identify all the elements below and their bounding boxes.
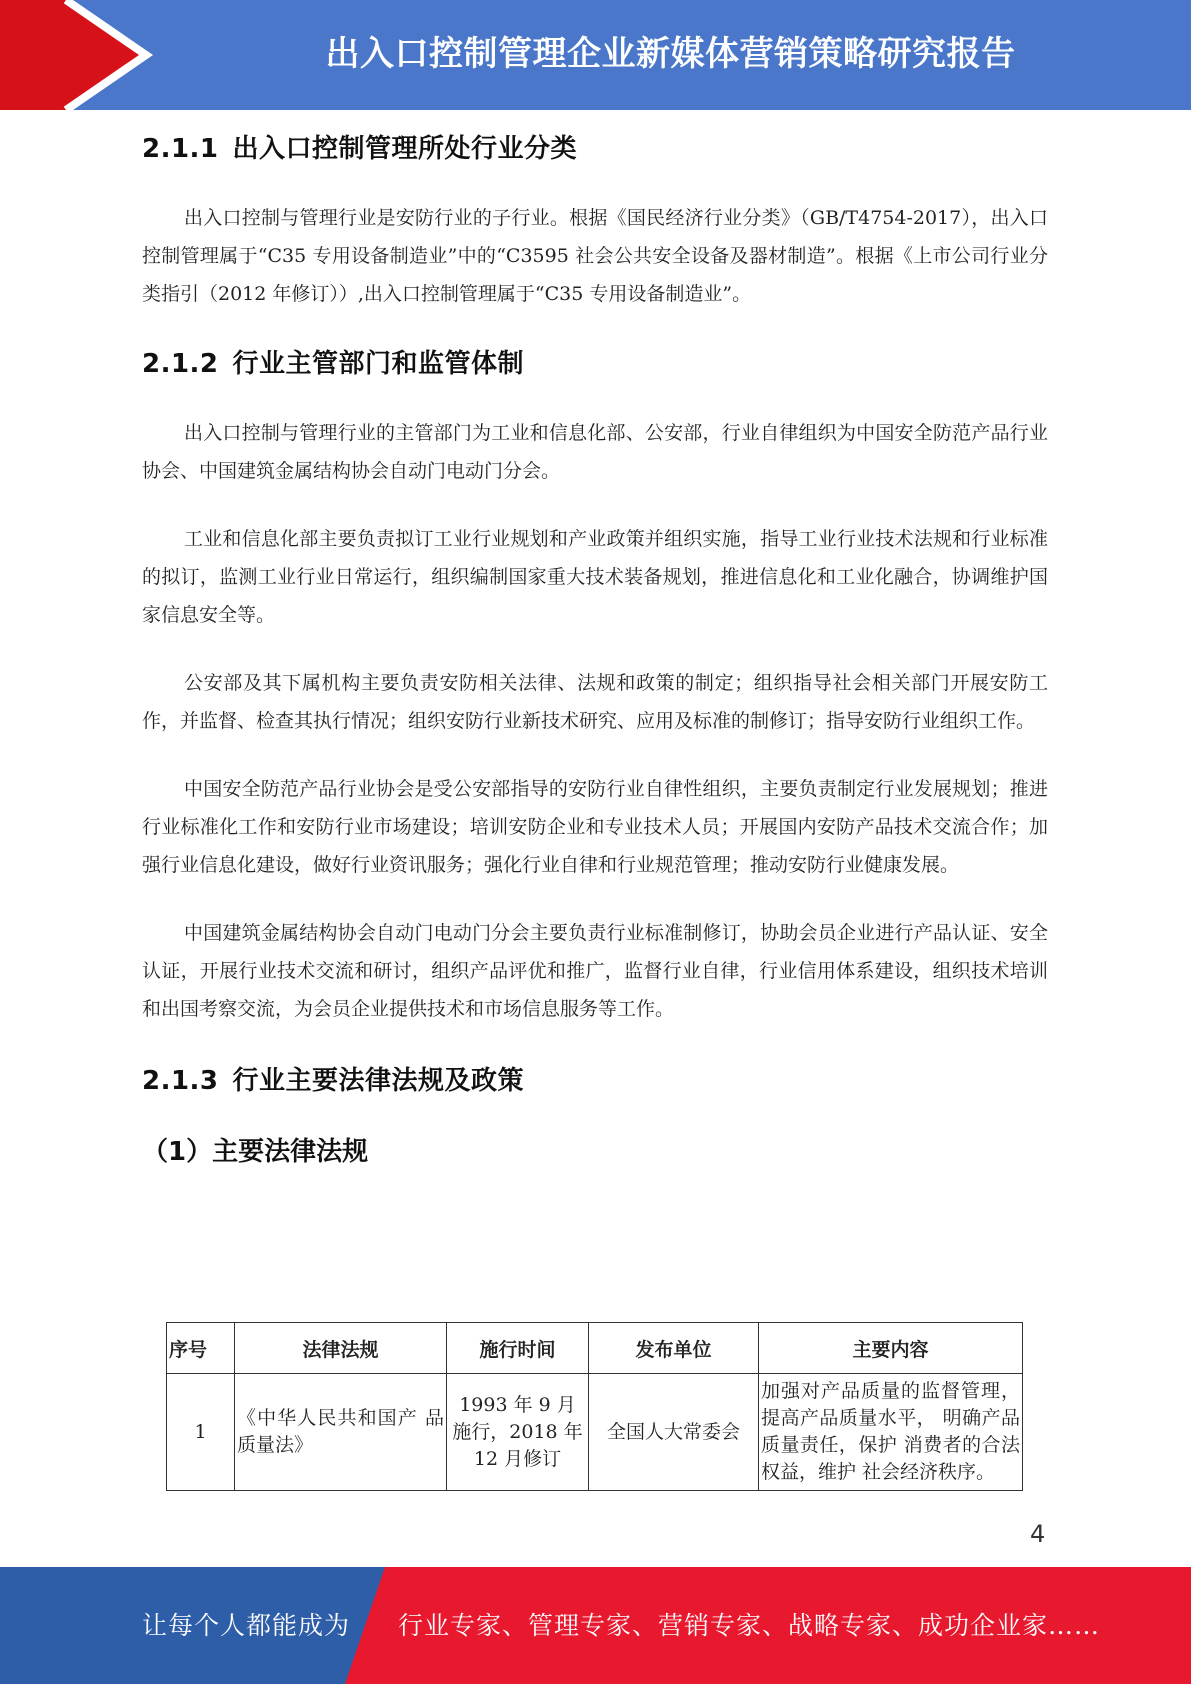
section-heading-2-1-2: [142, 343, 1048, 380]
table-row: [167, 1374, 1023, 1491]
footer-slogan-left: 让每个人都能成为: [142, 1611, 351, 1640]
section-number: 2.1.3: [142, 1066, 219, 1096]
law-table-container: [142, 1322, 1048, 1508]
column-header: 法律法规: [235, 1323, 447, 1374]
section-title: 行业主管部门和监管体制: [232, 349, 525, 379]
paragraph: 中国安全防范产品行业协会是受公安部指导的安防行业自律性组织，主要负责制定行业发展规划；推进行业标准化工作和安防行业市场建设；培训安防企业和专业技术人员；开展国内安防产品技术交流合作；加强行业信息化建设，做好行业资讯服务；强化行业自律和行业规范管理；推动安防行业健康发展。: [142, 778, 1048, 876]
section-number: 2.1.2: [142, 349, 219, 379]
footer-slogan-right: 行业专家、管理专家、营销专家、战略专家、成功企业家……: [398, 1611, 1101, 1640]
paragraph: 工业和信息化部主要负责拟订工业行业规划和产业政策并组织实施，指导工业行业技术法规和行业标准的拟订，监测工业行业日常运行，组织编制国家重大技术装备规划，推进信息化和工业化融合，协调维护国家信息安全等。: [142, 528, 1048, 626]
table-cell-date: 1993 年 9 月 施行，2018 年 12 月修订: [447, 1374, 589, 1491]
table-cell-no: 1: [167, 1374, 235, 1491]
document-title: 出入口控制管理企业新媒体营销策略研究报告: [325, 34, 1016, 74]
paragraph: 出入口控制与管理行业的主管部门为工业和信息化部、公安部，行业自律组织为中国安全防范产品行业协会、中国建筑金属结构协会自动门电动门分会。: [142, 422, 1048, 482]
footer-banner: [0, 1567, 1191, 1684]
table-cell-content: 加强对产品质量的监督管理，提高产品质量水平， 明确产品质量责任，保护 消费者的合法权益，维护 社会经济秩序。: [759, 1374, 1023, 1491]
paragraph: 出入口控制与管理行业是安防行业的子行业。根据《国民经济行业分类》（GB/T4754-2017），出入口控制管理属于“C35 专用设备制造业”中的“C3595 社会公共安全设备及器材制造”。根据《上市公司行业分类指引（2012 年修订））,出入口控制管理属于“C35 专用设备制造业”。: [142, 207, 1048, 305]
table-cell-issuer: 全国人大常委会: [589, 1374, 759, 1491]
subsection-heading: （1）主要法律法规: [142, 1137, 369, 1167]
section-heading-2-1-3: [142, 1060, 1048, 1097]
section-title: 出入口控制管理所处行业分类: [232, 134, 578, 164]
page-content: [142, 128, 1048, 1168]
table-header-row: [167, 1323, 1023, 1374]
column-header: 发布单位: [589, 1323, 759, 1374]
section-number: 2.1.1: [142, 134, 219, 164]
paragraph: 公安部及其下属机构主要负责安防相关法律、法规和政策的制定；组织指导社会相关部门开展安防工作，并监督、检查其执行情况；组织安防行业新技术研究、应用及标准的制修订；指导安防行业组织工作。: [142, 672, 1048, 732]
section-heading-2-1-1: [142, 128, 1048, 165]
header-banner: [0, 0, 1191, 110]
law-table: [166, 1322, 1023, 1491]
header-chevron-decoration: [0, 0, 160, 110]
column-header: 施行时间: [447, 1323, 589, 1374]
column-header: 序号: [167, 1323, 235, 1374]
page-number: 4: [1030, 1520, 1046, 1548]
paragraph: 中国建筑金属结构协会自动门电动门分会主要负责行业标准制修订，协助会员企业进行产品认证、安全认证，开展行业技术交流和研讨，组织产品评优和推广，监督行业自律，行业信用体系建设，组织技术培训和出国考察交流，为会员企业提供技术和市场信息服务等工作。: [142, 922, 1048, 1020]
section-title: 行业主要法律法规及政策: [232, 1066, 525, 1096]
column-header: 主要内容: [759, 1323, 1023, 1374]
table-cell-law: 《中华人民共和国产 品质量法》: [235, 1374, 447, 1491]
